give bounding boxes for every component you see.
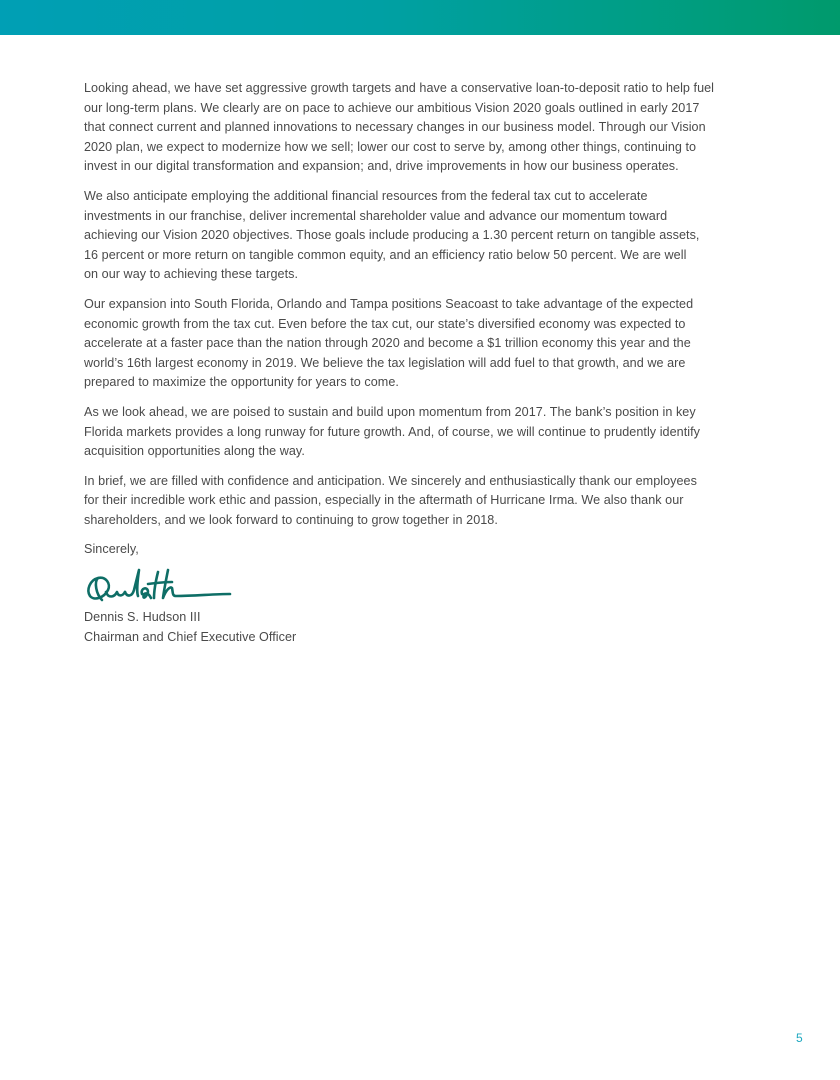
text-line: prepared to maximize the opportunity for years to come. (84, 375, 399, 390)
text-line: In brief, we are filled with confidence and anticipation. We sincerely and enthusiastically thank our employees (84, 473, 697, 488)
text-line: Our expansion into South Florida, Orlando and Tampa positions Seacoast to take advantage of the expected (84, 296, 694, 311)
paragraph-momentum (84, 403, 764, 462)
signature-icon (84, 564, 234, 606)
text-line: our long-term plans. We clearly are on pace to achieve our ambitious Vision 2020 goals outlined in early 2017 (84, 100, 700, 115)
letter-closing: Sincerely, (84, 542, 139, 557)
text-line: 16 percent or more return on tangible common equity, and an efficiency ratio below 50 percent. We are well (84, 247, 687, 262)
paragraph-vision-2020 (84, 79, 764, 177)
text-line: invest in our digital transformation and expansion; and, drive improvements in how our business operates. (84, 159, 679, 174)
letter-body (84, 79, 764, 647)
text-line: world’s 16th largest economy in 2019. We believe the tax legislation will add fuel to that growth, and we are (84, 355, 686, 370)
text-line: achieving our Vision 2020 objectives. Those goals include producing a 1.30 percent return on tangible assets, (84, 228, 700, 243)
text-line: shareholders, and we look forward to continuing to grow together in 2018. (84, 512, 498, 527)
header-gradient-band (0, 0, 840, 35)
paragraph-tax-cut-investments (84, 187, 764, 285)
signer-name: Dennis S. Hudson III (84, 610, 201, 625)
text-line: Florida markets provides a long runway for future growth. And, of course, we will continue to prudently identify (84, 424, 701, 439)
signer-title: Chairman and Chief Executive Officer (84, 629, 297, 644)
text-line: accelerate at a faster pace than the nation through 2020 and become a $1 trillion economy this year and the (84, 336, 691, 351)
text-line: investments in our franchise, deliver incremental shareholder value and advance our momentum toward (84, 208, 668, 223)
text-line: for their incredible work ethic and passion, especially in the aftermath of Hurricane Irma. We also thank our (84, 493, 684, 508)
text-line: on our way to achieving these targets. (84, 267, 299, 282)
text-line: Looking ahead, we have set aggressive growth targets and have a conservative loan-to-deposit ratio to help fuel (84, 81, 715, 95)
text-line: As we look ahead, we are poised to sustain and build upon momentum from 2017. The bank’s position in key (84, 404, 696, 419)
paragraph-thanks (84, 472, 764, 531)
paragraph-florida-expansion (84, 295, 764, 393)
page-number: 5 (796, 1031, 803, 1045)
text-line: acquisition opportunities along the way. (84, 444, 305, 459)
text-line: that connect current and planned innovations to necessary changes in our business model. Through our Vision (84, 120, 706, 135)
text-line: 2020 plan, we expect to modernize how we sell; lower our cost to serve by, among other things, continuing to (84, 139, 697, 154)
text-line: economic growth from the tax cut. Even before the tax cut, our state’s diversified economy was expected to (84, 316, 686, 331)
text-line: We also anticipate employing the additional financial resources from the federal tax cut to accelerate (84, 188, 648, 203)
